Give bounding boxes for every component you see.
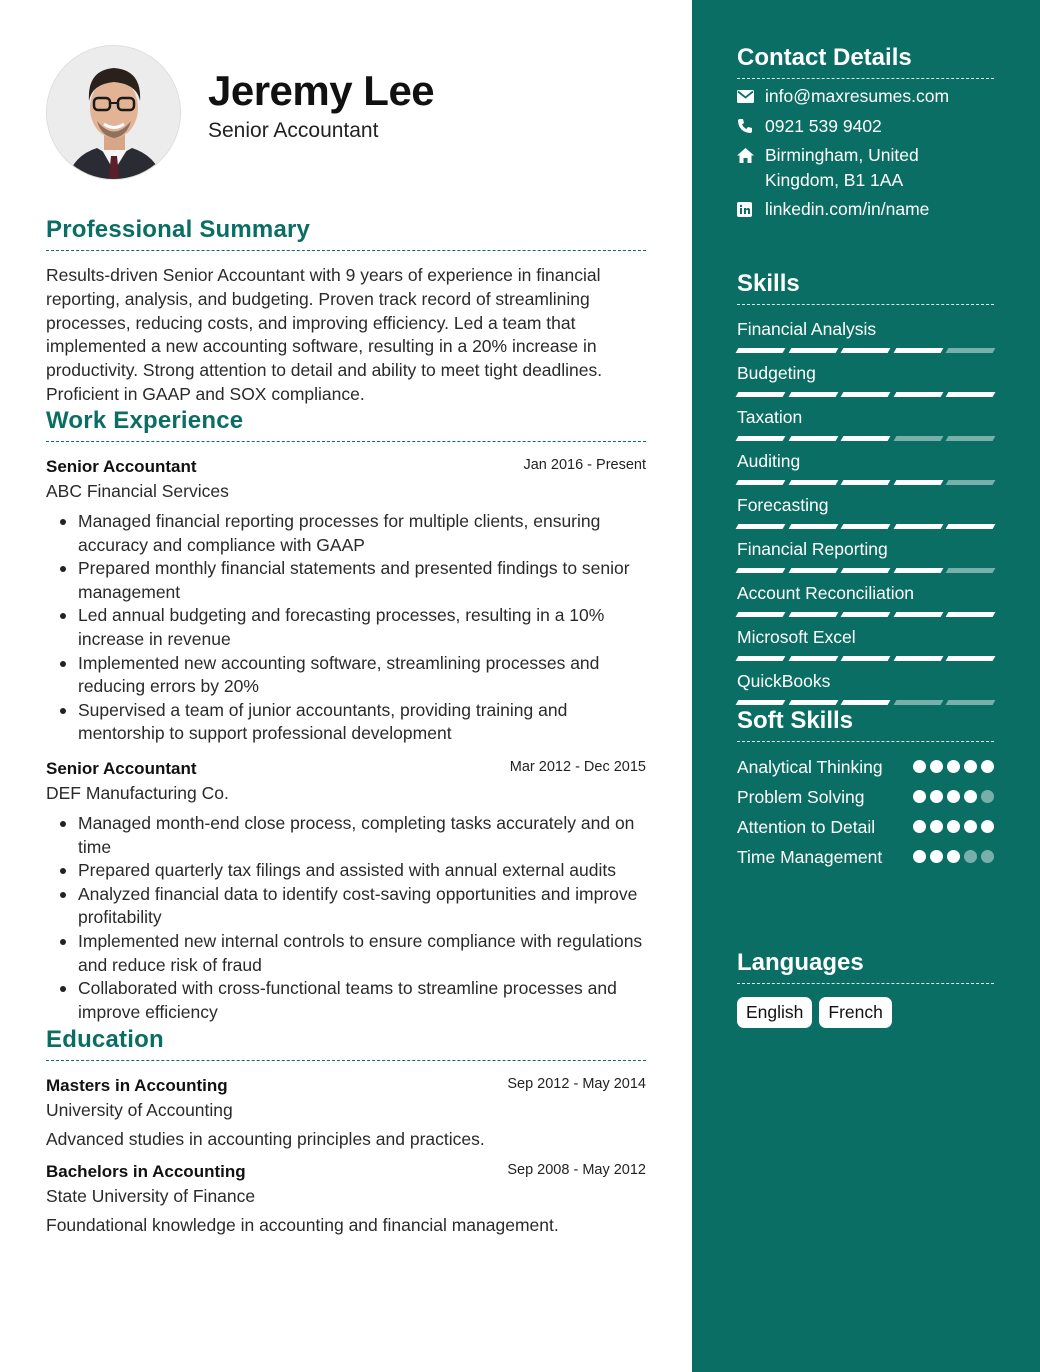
- skill-level-segment: [946, 568, 995, 573]
- education-description: Foundational knowledge in accounting and financial management.: [46, 1215, 559, 1235]
- skills-section: [737, 270, 994, 706]
- phone-icon: [737, 114, 765, 138]
- section-heading: Contact Details: [737, 44, 994, 79]
- skill-level-bar: [737, 480, 994, 486]
- section-heading: Skills: [737, 270, 994, 305]
- soft-skill-rating: [913, 756, 994, 773]
- skill-level-segment: [946, 656, 995, 661]
- skill-level-bar: [737, 392, 994, 398]
- contact-linkedin[interactable]: [737, 197, 994, 222]
- rating-dot: [947, 850, 960, 863]
- skill-level-segment: [946, 524, 995, 529]
- contact-phone[interactable]: [737, 114, 994, 139]
- job-company: DEF Manufacturing Co.: [46, 782, 229, 803]
- school: University of Accounting: [46, 1100, 233, 1120]
- skill-level-segment: [841, 348, 890, 353]
- skill-level-segment: [736, 348, 785, 353]
- skill-level-segment: [946, 612, 995, 617]
- profile-photo: [46, 45, 181, 180]
- skill-level-bar: [737, 700, 994, 706]
- skill-name: Financial Analysis: [737, 319, 877, 339]
- job-bullet: Managed month-end close process, completing tasks accurately and on time: [78, 812, 646, 859]
- job-company: ABC Financial Services: [46, 481, 229, 501]
- phone-text: 0921 539 9402: [765, 115, 882, 136]
- degree: Bachelors in Accounting: [46, 1162, 246, 1181]
- skill-item: [737, 582, 994, 618]
- job-bullet: Prepared quarterly tax filings and assisted with annual external audits: [78, 859, 646, 883]
- rating-dot: [947, 760, 960, 773]
- job-bullet: Supervised a team of junior accountants, providing training and mentorship to support professional development: [78, 699, 646, 746]
- soft-skill-name: Analytical Thinking: [737, 757, 883, 777]
- skill-level-segment: [893, 480, 942, 485]
- rating-dot: [930, 850, 943, 863]
- skill-level-segment: [946, 436, 995, 441]
- skill-level-segment: [788, 524, 837, 529]
- rating-dot: [981, 850, 994, 863]
- education-entry: [46, 1076, 646, 1150]
- home-icon: [737, 143, 765, 167]
- job-bullet: Collaborated with cross-functional teams to streamline processes and improve efficiency: [78, 977, 646, 1024]
- soft-skill-item: [737, 816, 994, 839]
- soft-skill-rating: [913, 846, 994, 863]
- job-bullet: Implemented new internal controls to ensure compliance with regulations and reduce risk of fraud: [78, 930, 646, 977]
- soft-skill-item: [737, 846, 994, 869]
- skill-level-bar: [737, 436, 994, 442]
- email-text: info@maxresumes.com: [765, 86, 950, 106]
- job-role: Senior Accountant: [46, 758, 197, 778]
- rating-dot: [913, 850, 926, 863]
- skill-level-segment: [736, 656, 785, 661]
- skill-level-segment: [893, 612, 942, 617]
- contact-email[interactable]: [737, 84, 994, 109]
- skill-level-segment: [841, 700, 890, 705]
- rating-dot: [913, 760, 926, 773]
- rating-dot: [964, 850, 977, 863]
- skill-level-segment: [893, 656, 942, 661]
- skill-item: [737, 538, 994, 574]
- contact-section: [737, 44, 994, 222]
- rating-dot: [981, 790, 994, 803]
- skill-level-segment: [841, 524, 890, 529]
- resume-header: [46, 45, 646, 180]
- education-date: Sep 2008 - May 2012: [507, 1162, 646, 1178]
- skill-item: [737, 406, 994, 442]
- rating-dot: [913, 790, 926, 803]
- job-entry: [46, 759, 646, 1024]
- skill-item: [737, 626, 994, 662]
- skill-name: QuickBooks: [737, 671, 831, 691]
- skill-level-segment: [946, 392, 995, 397]
- skill-level-segment: [736, 436, 785, 441]
- job-bullet: Analyzed financial data to identify cost-saving opportunities and improve profitability: [78, 883, 646, 930]
- education-description: Advanced studies in accounting principles and practices.: [46, 1129, 485, 1149]
- skill-name: Account Reconciliation: [737, 583, 915, 603]
- skill-level-segment: [736, 568, 785, 573]
- skill-level-segment: [893, 392, 942, 397]
- section-heading: Languages: [737, 949, 994, 984]
- skill-level-bar: [737, 656, 994, 662]
- job-bullets: [46, 510, 646, 746]
- job-date: Mar 2012 - Dec 2015: [509, 758, 646, 775]
- skill-level-segment: [788, 612, 837, 617]
- skill-name: Taxation: [737, 407, 803, 427]
- skill-item: [737, 450, 994, 486]
- skill-level-segment: [841, 480, 890, 485]
- envelope-icon: [737, 84, 765, 108]
- skill-level-segment: [946, 348, 995, 353]
- education-section: [46, 1026, 646, 1236]
- education-date: Sep 2012 - May 2014: [507, 1076, 646, 1092]
- skill-level-bar: [737, 524, 994, 530]
- school: State University of Finance: [46, 1186, 256, 1206]
- job-bullet: Managed financial reporting processes for multiple clients, ensuring accuracy and compliance with GAAP: [78, 510, 646, 557]
- rating-dot: [981, 820, 994, 833]
- skill-level-segment: [841, 392, 890, 397]
- skill-level-segment: [736, 612, 785, 617]
- candidate-name: Jeremy Lee: [208, 67, 435, 114]
- summary-text: Results-driven Senior Accountant with 9 years of experience in financial reporting, analysis, and budgeting. Proven track record of streamlining processes, reducing costs, and improving efficiency. Led a team that implemented a new accounting software, resulting in a 20% increase in productivity. Strong attention to detail and ability to meet tight deadlines. Proficient in GAAP and SOX compliance.: [46, 265, 603, 404]
- job-bullets: [46, 812, 646, 1024]
- language-tag: French: [819, 997, 891, 1028]
- skill-level-segment: [788, 436, 837, 441]
- rating-dot: [964, 820, 977, 833]
- soft-skill-name: Attention to Detail: [737, 817, 876, 837]
- skill-level-segment: [893, 436, 942, 441]
- skill-level-segment: [788, 568, 837, 573]
- soft-skills-section: [737, 707, 994, 869]
- skill-level-segment: [841, 436, 890, 441]
- skill-level-bar: [737, 348, 994, 354]
- job-bullet: Implemented new accounting software, streamlining processes and reducing errors by 20%: [78, 652, 646, 699]
- job-entry: [46, 457, 646, 746]
- skill-level-segment: [946, 700, 995, 705]
- skill-item: [737, 670, 994, 706]
- skill-level-segment: [841, 568, 890, 573]
- skill-level-segment: [736, 392, 785, 397]
- sidebar: [692, 0, 1040, 1372]
- section-heading: Professional Summary: [46, 216, 646, 251]
- section-heading: Soft Skills: [737, 707, 994, 742]
- job-bullet: Led annual budgeting and forecasting processes, resulting in a 10% increase in revenue: [78, 604, 646, 651]
- soft-skill-item: [737, 786, 994, 809]
- skill-level-segment: [788, 700, 837, 705]
- soft-skill-name: Time Management: [737, 847, 883, 867]
- languages-section: [737, 949, 994, 1028]
- skill-level-segment: [946, 480, 995, 485]
- soft-skill-item: [737, 756, 994, 779]
- skill-level-segment: [893, 524, 942, 529]
- candidate-title: Senior Accountant: [208, 119, 379, 142]
- job-date: Jan 2016 - Present: [523, 457, 646, 473]
- contact-address: [737, 143, 994, 192]
- skill-level-segment: [736, 480, 785, 485]
- skill-level-segment: [788, 348, 837, 353]
- skill-item: [737, 494, 994, 530]
- rating-dot: [981, 760, 994, 773]
- language-tag: English: [737, 997, 812, 1028]
- education-entry: [46, 1162, 646, 1236]
- skill-name: Microsoft Excel: [737, 627, 856, 647]
- skill-name: Forecasting: [737, 495, 829, 515]
- skill-name: Auditing: [737, 451, 801, 471]
- skill-name: Budgeting: [737, 363, 816, 383]
- rating-dot: [964, 760, 977, 773]
- skill-level-segment: [736, 700, 785, 705]
- skill-level-segment: [788, 480, 837, 485]
- language-list: [737, 997, 994, 1028]
- work-experience-section: [46, 407, 646, 1024]
- rating-dot: [964, 790, 977, 803]
- address-text: Birmingham, United Kingdom, B1 1AA: [765, 145, 919, 190]
- skill-level-bar: [737, 612, 994, 618]
- skill-level-segment: [893, 568, 942, 573]
- linkedin-icon: [737, 197, 765, 221]
- rating-dot: [930, 820, 943, 833]
- rating-dot: [913, 820, 926, 833]
- soft-skill-rating: [913, 786, 994, 803]
- rating-dot: [947, 790, 960, 803]
- linkedin-text: linkedin.com/in/name: [765, 199, 930, 219]
- skill-name: Financial Reporting: [737, 539, 888, 559]
- section-heading: Work Experience: [46, 407, 646, 442]
- professional-summary-section: [46, 216, 646, 407]
- job-role: Senior Accountant: [46, 457, 197, 476]
- skill-level-segment: [736, 524, 785, 529]
- rating-dot: [947, 820, 960, 833]
- skill-level-segment: [893, 700, 942, 705]
- soft-skill-name: Problem Solving: [737, 787, 865, 807]
- section-heading: Education: [46, 1026, 646, 1061]
- skill-level-segment: [788, 656, 837, 661]
- soft-skill-rating: [913, 816, 994, 833]
- skill-item: [737, 318, 994, 354]
- rating-dot: [930, 790, 943, 803]
- job-bullet: Prepared monthly financial statements and presented findings to senior management: [78, 557, 646, 604]
- skill-level-segment: [841, 656, 890, 661]
- skill-item: [737, 362, 994, 398]
- rating-dot: [930, 760, 943, 773]
- skill-level-bar: [737, 568, 994, 574]
- skill-level-segment: [788, 392, 837, 397]
- skill-level-segment: [841, 612, 890, 617]
- skill-level-segment: [893, 348, 942, 353]
- degree: Masters in Accounting: [46, 1076, 228, 1095]
